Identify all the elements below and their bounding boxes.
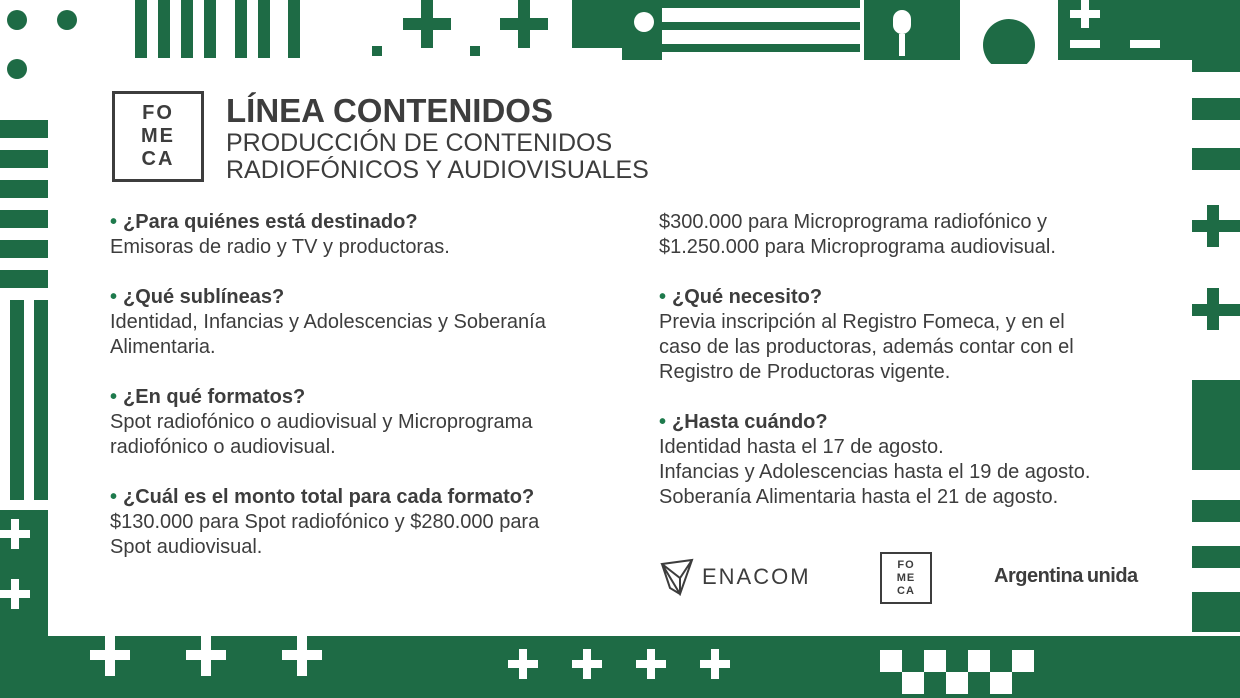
argentina-unida-logo [994, 565, 1138, 588]
faq-answer-line: Soberanía Alimentaria hasta el 21 de agosto. [659, 486, 1059, 508]
faq-question: ¿Hasta cuándo? [672, 411, 828, 433]
faq-block-sublineas [110, 285, 610, 360]
footer-logos [660, 552, 1160, 604]
logo-line-2: ME [141, 125, 175, 147]
bullet-icon: • [659, 286, 667, 308]
logo-line-1: FO [142, 102, 174, 124]
faq-question: ¿Para quiénes está destinado? [123, 211, 418, 233]
faq-answer-line: Registro de Productoras vigente. [659, 361, 951, 383]
faq-block-necesito [659, 285, 1159, 385]
argentina-text: Argentina [994, 565, 1083, 587]
faq-answer-line: Alimentaria. [110, 336, 216, 358]
logo-line-1: FO [897, 558, 915, 571]
faq-question: ¿En qué formatos? [123, 386, 306, 408]
subtitle-line-2: RADIOFÓNICOS Y AUDIOVISUALES [226, 156, 649, 184]
enacom-logo-icon [660, 558, 694, 596]
logo-line-3: CA [141, 148, 175, 170]
faq-question-row [659, 285, 1159, 310]
header [226, 92, 649, 184]
faq-answer-line: Emisoras de radio y TV y productoras. [110, 236, 450, 258]
faq-block-monto [110, 485, 610, 560]
faq-block-formatos [110, 385, 610, 460]
right-column [659, 210, 1159, 535]
faq-block-destinado [110, 210, 610, 260]
faq-answer-line: caso de las productoras, además contar con el [659, 336, 1074, 358]
bullet-icon: • [110, 211, 118, 233]
faq-question: ¿Qué necesito? [672, 286, 823, 308]
subtitle-line-1: PRODUCCIÓN DE CONTENIDOS [226, 129, 613, 157]
enacom-text: ENACOM [702, 564, 811, 589]
faq-answer-line: Previa inscripción al Registro Fomeca, y en el [659, 311, 1065, 333]
logo-line-2: ME [896, 571, 916, 584]
bullet-icon: • [110, 286, 118, 308]
faq-block-hasta-cuando [659, 410, 1159, 510]
faq-answer-line: radiofónico o audiovisual. [110, 436, 336, 458]
faq-answer-line: Spot radiofónico o audiovisual y Microprograma [110, 411, 533, 433]
faq-answer-line: Identidad hasta el 17 de agosto. [659, 436, 944, 458]
faq-answer-line: $1.250.000 para Microprograma audiovisual. [659, 236, 1056, 258]
faq-question-row [110, 210, 610, 235]
faq-question-row [659, 410, 1159, 435]
faq-answer-line: Spot audiovisual. [110, 536, 263, 558]
bullet-icon: • [110, 386, 118, 408]
faq-question: ¿Qué sublíneas? [123, 286, 285, 308]
faq-answer-line: $130.000 para Spot radiofónico y $280.000 para [110, 511, 540, 533]
faq-answer-line: Identidad, Infancias y Adolescencias y Soberanía [110, 311, 546, 333]
faq-question: ¿Cuál es el monto total para cada formato? [123, 486, 535, 508]
left-column [110, 210, 610, 585]
enacom-logo [660, 558, 811, 596]
fomeca-logo [112, 91, 204, 182]
bullet-icon: • [110, 486, 118, 508]
faq-question-row [110, 285, 610, 310]
faq-question-row [110, 385, 610, 410]
faq-answer-line: Infancias y Adolescencias hasta el 19 de agosto. [659, 461, 1091, 483]
page-title: LÍNEA CONTENIDOS [226, 92, 553, 129]
faq-question-row [110, 485, 610, 510]
faq-answer-line: $300.000 para Microprograma radiofónico y [659, 211, 1047, 233]
fomeca-small-logo [880, 552, 932, 604]
bullet-icon: • [659, 411, 667, 433]
faq-block-monto-cont [659, 210, 1159, 260]
unida-text: unida [1086, 565, 1138, 587]
logo-line-3: CA [897, 584, 915, 597]
